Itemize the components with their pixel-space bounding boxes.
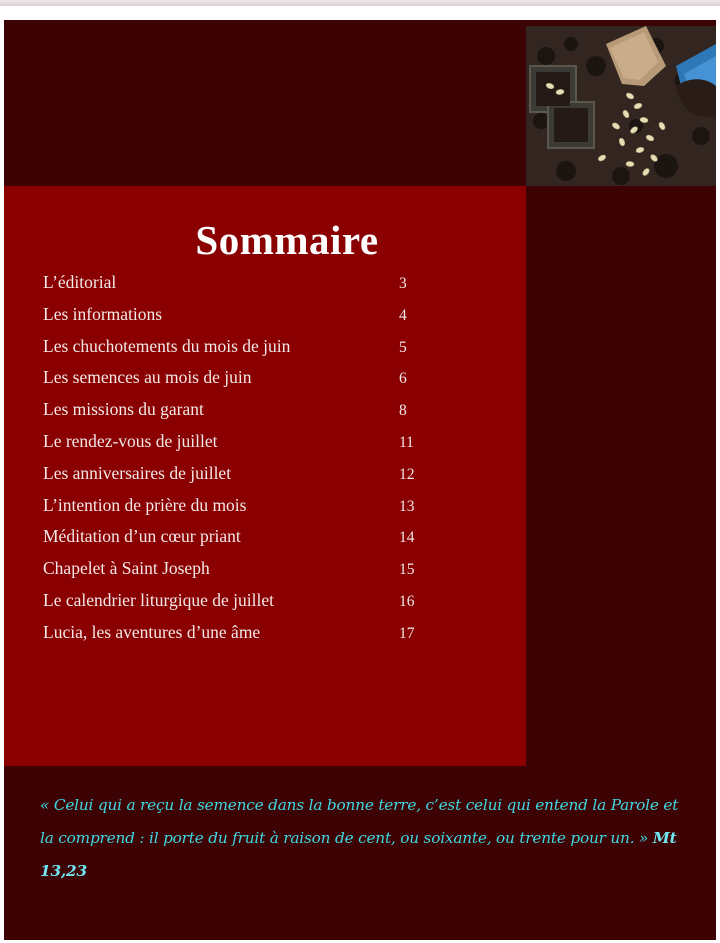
quote-text: « Celui qui a reçu la semence dans la bonne terre, c’est celui qui entend la Parole et la comprend : il porte du fruit à raison de cent, ou soixante, ou trente pour un. » — [40, 796, 679, 847]
toc-entry[interactable] — [43, 526, 423, 558]
toc-entry-label: Les chuchotements du mois de juin — [43, 335, 291, 356]
toc-entry-page: 5 — [399, 338, 407, 356]
toc-entry[interactable] — [43, 367, 423, 399]
toc-entry-label: Les anniversaires de juillet — [43, 462, 232, 483]
toc-entry-page: 16 — [399, 592, 415, 610]
toc-entry[interactable] — [43, 622, 423, 654]
toc-entry-label: L’intention de prière du mois — [43, 494, 247, 515]
toc-entry-label: Les semences au mois de juin — [43, 367, 252, 388]
toc-entry[interactable] — [43, 336, 423, 368]
table-of-contents-panel — [4, 186, 526, 766]
toc-entry[interactable] — [43, 590, 423, 622]
toc-entry-page: 4 — [399, 306, 407, 324]
toc-entry-page: 17 — [399, 624, 415, 642]
page — [4, 20, 716, 940]
toc-entry-page: 11 — [399, 433, 414, 451]
toc-entry-label: Lucia, les aventures d’une âme — [43, 621, 261, 642]
toc-entry-label: Les informations — [43, 303, 163, 324]
toc-entry-label: Le rendez-vous de juillet — [43, 430, 218, 451]
toc-entry[interactable] — [43, 495, 423, 527]
scripture-quote — [40, 789, 690, 888]
toc-entry-page: 3 — [399, 275, 407, 292]
toc-entry[interactable] — [43, 463, 423, 495]
toc-entry-label: Chapelet à Saint Joseph — [43, 558, 210, 579]
toc-entry[interactable] — [43, 272, 423, 304]
toc-entry-label: Méditation d’un cœur priant — [43, 526, 241, 547]
toc-entry-label: Les missions du garant — [43, 399, 204, 420]
toc-entry-page: 6 — [399, 370, 407, 388]
seeds-photo — [526, 26, 716, 186]
quote-reference: Mt 13,23 — [40, 829, 677, 880]
toc-entry-label: L’éditorial — [43, 272, 117, 292]
toc-entry-page: 15 — [399, 561, 415, 579]
toc-entry-page: 8 — [399, 402, 407, 420]
toc-entry[interactable] — [43, 399, 423, 431]
toc-entry[interactable] — [43, 431, 423, 463]
toc-list — [43, 272, 423, 654]
soil-seeds-photo-icon — [526, 26, 716, 186]
toc-entry[interactable] — [43, 304, 423, 336]
page-title: Sommaire — [195, 217, 379, 263]
top-rule — [0, 0, 720, 6]
toc-entry-page: 14 — [399, 529, 415, 547]
toc-entry-page: 12 — [399, 465, 415, 483]
toc-entry[interactable] — [43, 558, 423, 590]
toc-entry-label: Le calendrier liturgique de juillet — [43, 589, 274, 610]
toc-entry-page: 13 — [399, 497, 415, 515]
